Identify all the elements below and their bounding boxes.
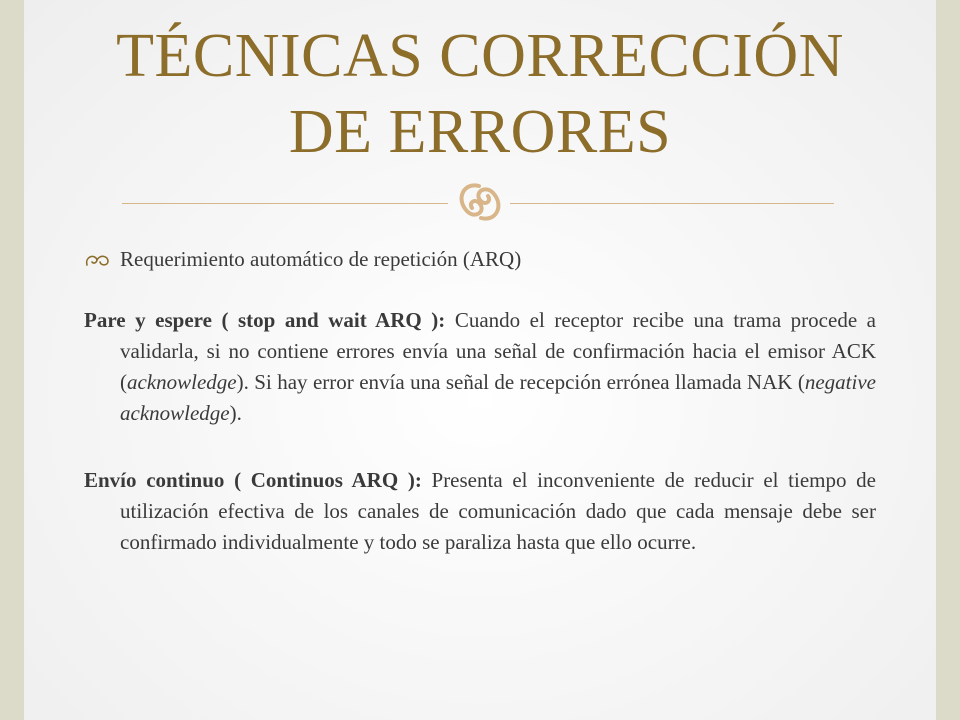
paragraph-text: ). — [229, 401, 242, 425]
paragraph-heading: Envío continuo ( Continuos ARQ ): — [84, 468, 422, 492]
flourish-bullet-icon — [84, 252, 110, 268]
title-divider-left — [122, 203, 448, 204]
slide-title — [40, 18, 920, 170]
bullet-item — [84, 244, 876, 275]
paragraph-text: Presenta el inconveniente de reducir el tiempo de utilización efectiva de los canales de comunicación dado que cada mensaje debe ser confirmado individualmente y todo se paraliza hasta que ello ocurre. — [120, 468, 876, 554]
paragraph-text: ). Si hay error envía una señal de recepción errónea llamada NAK ( — [236, 370, 805, 394]
paragraph-term: acknowledge — [127, 370, 237, 394]
paragraph-term: negative acknowledge — [120, 370, 876, 425]
paragraph-stop-and-wait — [84, 305, 876, 429]
bullet-text: Requerimiento automático de repetición (ARQ) — [120, 247, 522, 271]
slide-body — [84, 236, 876, 594]
title-line-1: TÉCNICAS CORRECCIÓN — [116, 22, 844, 90]
paragraph-heading: Pare y espere ( stop and wait ARQ ): — [84, 308, 446, 332]
title-divider-right — [510, 203, 834, 204]
flourish-icon — [452, 180, 508, 224]
paragraph-text: Cuando el receptor recibe una trama procede a validarla, si no contiene errores envía una señal de confirmación hacia el emisor ACK ( — [120, 308, 876, 394]
paragraph-continuous-arq — [84, 465, 876, 558]
title-line-2: DE ERRORES — [288, 98, 672, 166]
